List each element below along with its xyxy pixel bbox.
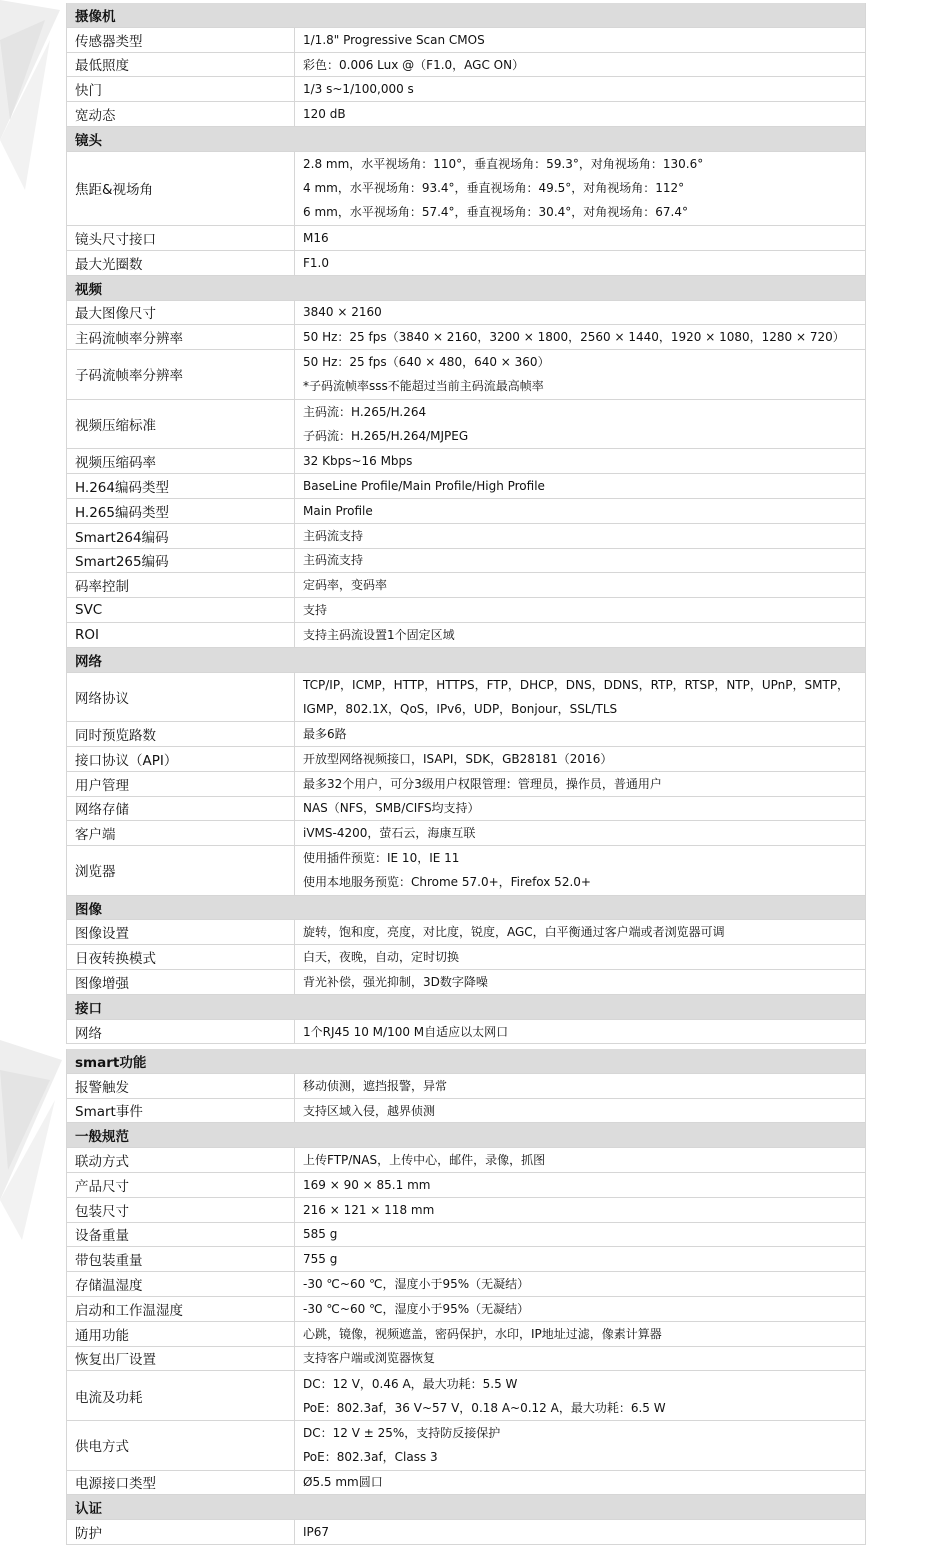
spec-value	[295, 499, 865, 523]
spec-label: 网络	[67, 1020, 295, 1044]
spec-value	[295, 945, 865, 969]
spec-label: 接口协议（API）	[67, 747, 295, 771]
spec-value	[295, 673, 865, 722]
spec-value-line: 旋转，饱和度，亮度，对比度，锐度，AGC，白平衡通过客户端或者浏览器可调	[303, 925, 725, 940]
spec-value	[295, 1297, 865, 1321]
spec-value	[295, 325, 865, 349]
spec-row	[67, 598, 865, 623]
spec-row	[67, 1520, 865, 1545]
spec-value-line: 上传FTP/NAS，上传中心，邮件，录像，抓图	[303, 1153, 546, 1168]
spec-label: Smart事件	[67, 1099, 295, 1123]
spec-value-line: 585 g	[303, 1227, 338, 1242]
spec-row	[67, 549, 865, 574]
spec-row	[67, 920, 865, 945]
section-title: smart功能	[75, 1054, 147, 1071]
spec-label: ROI	[67, 623, 295, 647]
spec-row	[67, 28, 865, 53]
spec-value	[295, 226, 865, 250]
spec-row	[67, 573, 865, 598]
spec-value-line: 50 Hz：25 fps（640 × 480，640 × 360）	[303, 355, 550, 370]
spec-value	[295, 301, 865, 325]
spec-row	[67, 251, 865, 276]
spec-label: 供电方式	[67, 1421, 295, 1470]
spec-value-line: -30 ℃~60 ℃，湿度小于95%（无凝结）	[303, 1301, 530, 1316]
spec-row	[67, 1347, 865, 1372]
spec-value-line: 216 × 121 × 118 mm	[303, 1202, 435, 1217]
spec-value-line: 支持客户端或浏览器恢复	[303, 1351, 436, 1366]
spec-value-line: IGMP，802.1X，QoS，IPv6，UDP，Bonjour，SSL/TLS	[303, 701, 618, 716]
spec-label: 码率控制	[67, 573, 295, 597]
spec-row	[67, 1099, 865, 1124]
spec-value-line: BaseLine Profile/Main Profile/High Profile	[303, 479, 545, 494]
spec-row	[67, 499, 865, 524]
spec-value	[295, 920, 865, 944]
spec-value-line: F1.0	[303, 255, 329, 270]
spec-value	[295, 77, 865, 101]
spec-value	[295, 573, 865, 597]
spec-label: 浏览器	[67, 846, 295, 895]
spec-label: 焦距&视场角	[67, 152, 295, 225]
spec-value-line: 120 dB	[303, 107, 346, 122]
spec-value	[295, 821, 865, 845]
spec-value-line: NAS（NFS，SMB/CIFS均支持）	[303, 801, 480, 816]
spec-value-line: 支持区域入侵，越界侦测	[303, 1103, 436, 1118]
spec-value	[295, 449, 865, 473]
spec-value-line: M16	[303, 231, 329, 246]
spec-value	[295, 1347, 865, 1371]
spec-row	[67, 772, 865, 797]
spec-value-line: 1个RJ45 10 M/100 M自适应以太网口	[303, 1024, 509, 1039]
spec-value-line: 1/1.8" Progressive Scan CMOS	[303, 32, 485, 47]
spec-row	[67, 400, 865, 450]
spec-value-line: 定码率，变码率	[303, 578, 388, 593]
spec-label: Smart265编码	[67, 549, 295, 573]
spec-row	[67, 1297, 865, 1322]
section-title: 摄像机	[75, 8, 116, 25]
spec-label: 启动和工作温湿度	[67, 1297, 295, 1321]
spec-value-line: 子码流：H.265/H.264/MJPEG	[303, 429, 469, 444]
spec-label: 存储温湿度	[67, 1272, 295, 1296]
spec-row	[67, 1173, 865, 1198]
spec-value	[295, 152, 865, 225]
spec-value	[295, 722, 865, 746]
spec-label: 网络存储	[67, 797, 295, 821]
spec-value	[295, 102, 865, 126]
section-header	[67, 1123, 865, 1148]
spec-value	[295, 474, 865, 498]
spec-value-line: 最多6路	[303, 727, 347, 742]
spec-value-line: 使用本地服务预览：Chrome 57.0+，Firefox 52.0+	[303, 875, 591, 890]
spec-row	[67, 846, 865, 896]
spec-label: 视频压缩标准	[67, 400, 295, 449]
spec-value	[295, 28, 865, 52]
spec-value-line: 开放型网络视频接口，ISAPI，SDK，GB28181（2016）	[303, 751, 613, 766]
decorative-triangles-top	[0, 0, 70, 200]
spec-row	[67, 77, 865, 102]
spec-row	[67, 945, 865, 970]
spec-row	[67, 797, 865, 822]
spec-value-line: DC：12 V，0.46 A，最大功耗：5.5 W	[303, 1376, 518, 1391]
spec-label: 恢复出厂设置	[67, 1347, 295, 1371]
section-header	[67, 648, 865, 673]
spec-value-line: 2.8 mm，水平视场角：110°，垂直视场角：59.3°，对角视场角：130.6°	[303, 157, 704, 172]
spec-value-line: -30 ℃~60 ℃，湿度小于95%（无凝结）	[303, 1277, 530, 1292]
spec-value-line: DC：12 V ± 25%，支持防反接保护	[303, 1426, 501, 1441]
spec-row	[67, 53, 865, 78]
spec-label: 主码流帧率分辨率	[67, 325, 295, 349]
spec-label: SVC	[67, 598, 295, 622]
spec-value-line: 50 Hz：25 fps（3840 × 2160，3200 × 1800，2560 × 1440，1920 × 1080，1280 × 720）	[303, 330, 845, 345]
spec-label: 用户管理	[67, 772, 295, 796]
spec-row	[67, 1148, 865, 1173]
spec-value	[295, 1421, 865, 1470]
spec-value	[295, 1020, 865, 1044]
spec-value-line: PoE：802.3af，36 V~57 V，0.18 A~0.12 A，最大功耗：6.5 W	[303, 1400, 666, 1415]
spec-value	[295, 1198, 865, 1222]
spec-label: 宽动态	[67, 102, 295, 126]
spec-value-line: 最多32个用户，可分3级用户权限管理：管理员，操作员，普通用户	[303, 776, 662, 791]
spec-label: 同时预览路数	[67, 722, 295, 746]
section-title: 镜头	[75, 132, 102, 149]
section-header	[67, 1495, 865, 1520]
spec-label: 最低照度	[67, 53, 295, 77]
spec-value-line: IP67	[303, 1525, 330, 1540]
spec-value	[295, 1272, 865, 1296]
spec-value	[295, 524, 865, 548]
spec-row	[67, 301, 865, 326]
spec-value-line: 背光补偿，强光抑制，3D数字降噪	[303, 974, 488, 989]
decorative-triangles-middle	[0, 1040, 70, 1240]
spec-row	[67, 821, 865, 846]
spec-value	[295, 1247, 865, 1271]
spec-value	[295, 797, 865, 821]
spec-label: 网络协议	[67, 673, 295, 722]
spec-label: 产品尺寸	[67, 1173, 295, 1197]
section-title: 图像	[75, 901, 102, 918]
spec-value-line: 1/3 s~1/100,000 s	[303, 82, 414, 97]
spec-value	[295, 1148, 865, 1172]
spec-row	[67, 152, 865, 226]
spec-value-line: 彩色：0.006 Lux @（F1.0，AGC ON）	[303, 57, 525, 72]
spec-value-line: 白天，夜晚，自动，定时切换	[303, 950, 460, 965]
spec-value-line: iVMS-4200，萤石云，海康互联	[303, 826, 476, 841]
spec-row	[67, 1371, 865, 1421]
spec-value	[295, 549, 865, 573]
spec-label: 报警触发	[67, 1074, 295, 1098]
spec-value	[295, 1371, 865, 1420]
section-header	[67, 995, 865, 1020]
spec-row	[67, 474, 865, 499]
spec-value-line: 6 mm，水平视场角：57.4°，垂直视场角：30.4°，对角视场角：67.4°	[303, 205, 688, 220]
spec-value-line: 移动侦测，遮挡报警，异常	[303, 1078, 448, 1093]
spec-value	[295, 53, 865, 77]
spec-label: H.265编码类型	[67, 499, 295, 523]
spec-row	[67, 1421, 865, 1471]
spec-value-line: 32 Kbps~16 Mbps	[303, 454, 413, 469]
spec-label: 防护	[67, 1520, 295, 1544]
spec-value	[295, 846, 865, 895]
spec-table-main	[66, 3, 866, 1044]
spec-value	[295, 1520, 865, 1544]
spec-row	[67, 1471, 865, 1496]
spec-label: 快门	[67, 77, 295, 101]
section-title: 认证	[75, 1501, 102, 1518]
spec-row	[67, 1020, 865, 1045]
spec-value	[295, 350, 865, 399]
spec-label: 设备重量	[67, 1223, 295, 1247]
spec-value	[295, 1471, 865, 1495]
spec-label: 包装尺寸	[67, 1198, 295, 1222]
section-title: 接口	[75, 1000, 102, 1017]
spec-label: Smart264编码	[67, 524, 295, 548]
spec-label: 客户端	[67, 821, 295, 845]
spec-label: 带包装重量	[67, 1247, 295, 1271]
spec-value	[295, 747, 865, 771]
spec-row	[67, 1247, 865, 1272]
spec-label: 最大图像尺寸	[67, 301, 295, 325]
spec-row	[67, 722, 865, 747]
spec-label: 传感器类型	[67, 28, 295, 52]
section-header	[67, 1049, 865, 1074]
spec-label: 日夜转换模式	[67, 945, 295, 969]
spec-row	[67, 1198, 865, 1223]
spec-row	[67, 524, 865, 549]
spec-value-line: 4 mm，水平视场角：93.4°，垂直视场角：49.5°，对角视场角：112°	[303, 181, 685, 196]
spec-value	[295, 1223, 865, 1247]
section-header	[67, 276, 865, 301]
spec-label: 图像增强	[67, 970, 295, 994]
spec-label: 视频压缩码率	[67, 449, 295, 473]
spec-row	[67, 970, 865, 995]
section-title: 网络	[75, 653, 102, 670]
spec-label: 电流及功耗	[67, 1371, 295, 1420]
spec-value-line: Ø5.5 mm圆口	[303, 1475, 383, 1490]
spec-value-line: *子码流帧率sss不能超过当前主码流最高帧率	[303, 379, 544, 394]
spec-value	[295, 251, 865, 275]
spec-label: 最大光圈数	[67, 251, 295, 275]
spec-row	[67, 226, 865, 251]
spec-value	[295, 1173, 865, 1197]
spec-row	[67, 673, 865, 723]
spec-row	[67, 350, 865, 400]
spec-label: 通用功能	[67, 1322, 295, 1346]
spec-row	[67, 102, 865, 127]
section-header	[67, 3, 865, 28]
spec-value	[295, 772, 865, 796]
spec-row	[67, 747, 865, 772]
spec-row	[67, 623, 865, 648]
spec-value-line: 支持主码流设置1个固定区域	[303, 627, 455, 642]
spec-value-line: 主码流支持	[303, 553, 364, 568]
spec-value-line: 3840 × 2160	[303, 305, 382, 320]
spec-value	[295, 970, 865, 994]
spec-value-line: 心跳，镜像，视频遮盖，密码保护，水印，IP地址过滤，像素计算器	[303, 1326, 662, 1341]
section-title: 一般规范	[75, 1129, 129, 1146]
spec-table-secondary	[66, 1049, 866, 1545]
spec-label: 图像设置	[67, 920, 295, 944]
spec-label: 镜头尺寸接口	[67, 226, 295, 250]
spec-row	[67, 325, 865, 350]
spec-value-line: Main Profile	[303, 503, 373, 518]
spec-value	[295, 1322, 865, 1346]
spec-value	[295, 623, 865, 647]
spec-label: 电源接口类型	[67, 1471, 295, 1495]
spec-value-line: 755 g	[303, 1252, 338, 1267]
section-header	[67, 127, 865, 152]
spec-label: H.264编码类型	[67, 474, 295, 498]
spec-value	[295, 1099, 865, 1123]
spec-row	[67, 1223, 865, 1248]
spec-value-line: TCP/IP，ICMP，HTTP，HTTPS，FTP，DHCP，DNS，DDNS，RTP，RTSP，NTP，UPnP，SMTP，	[303, 677, 850, 692]
spec-row	[67, 1074, 865, 1099]
spec-value-line: 169 × 90 × 85.1 mm	[303, 1177, 431, 1192]
section-header	[67, 896, 865, 921]
spec-label: 联动方式	[67, 1148, 295, 1172]
spec-value-line: 使用插件预览：IE 10，IE 11	[303, 851, 460, 866]
spec-value-line: PoE：802.3af，Class 3	[303, 1450, 438, 1465]
spec-row	[67, 1322, 865, 1347]
section-title: 视频	[75, 281, 102, 298]
spec-row	[67, 1272, 865, 1297]
spec-value-line: 主码流：H.265/H.264	[303, 405, 427, 420]
spec-value-line: 主码流支持	[303, 528, 364, 543]
spec-value-line: 支持	[303, 603, 328, 618]
spec-value	[295, 1074, 865, 1098]
spec-row	[67, 449, 865, 474]
spec-value	[295, 400, 865, 449]
spec-value	[295, 598, 865, 622]
spec-label: 子码流帧率分辨率	[67, 350, 295, 399]
